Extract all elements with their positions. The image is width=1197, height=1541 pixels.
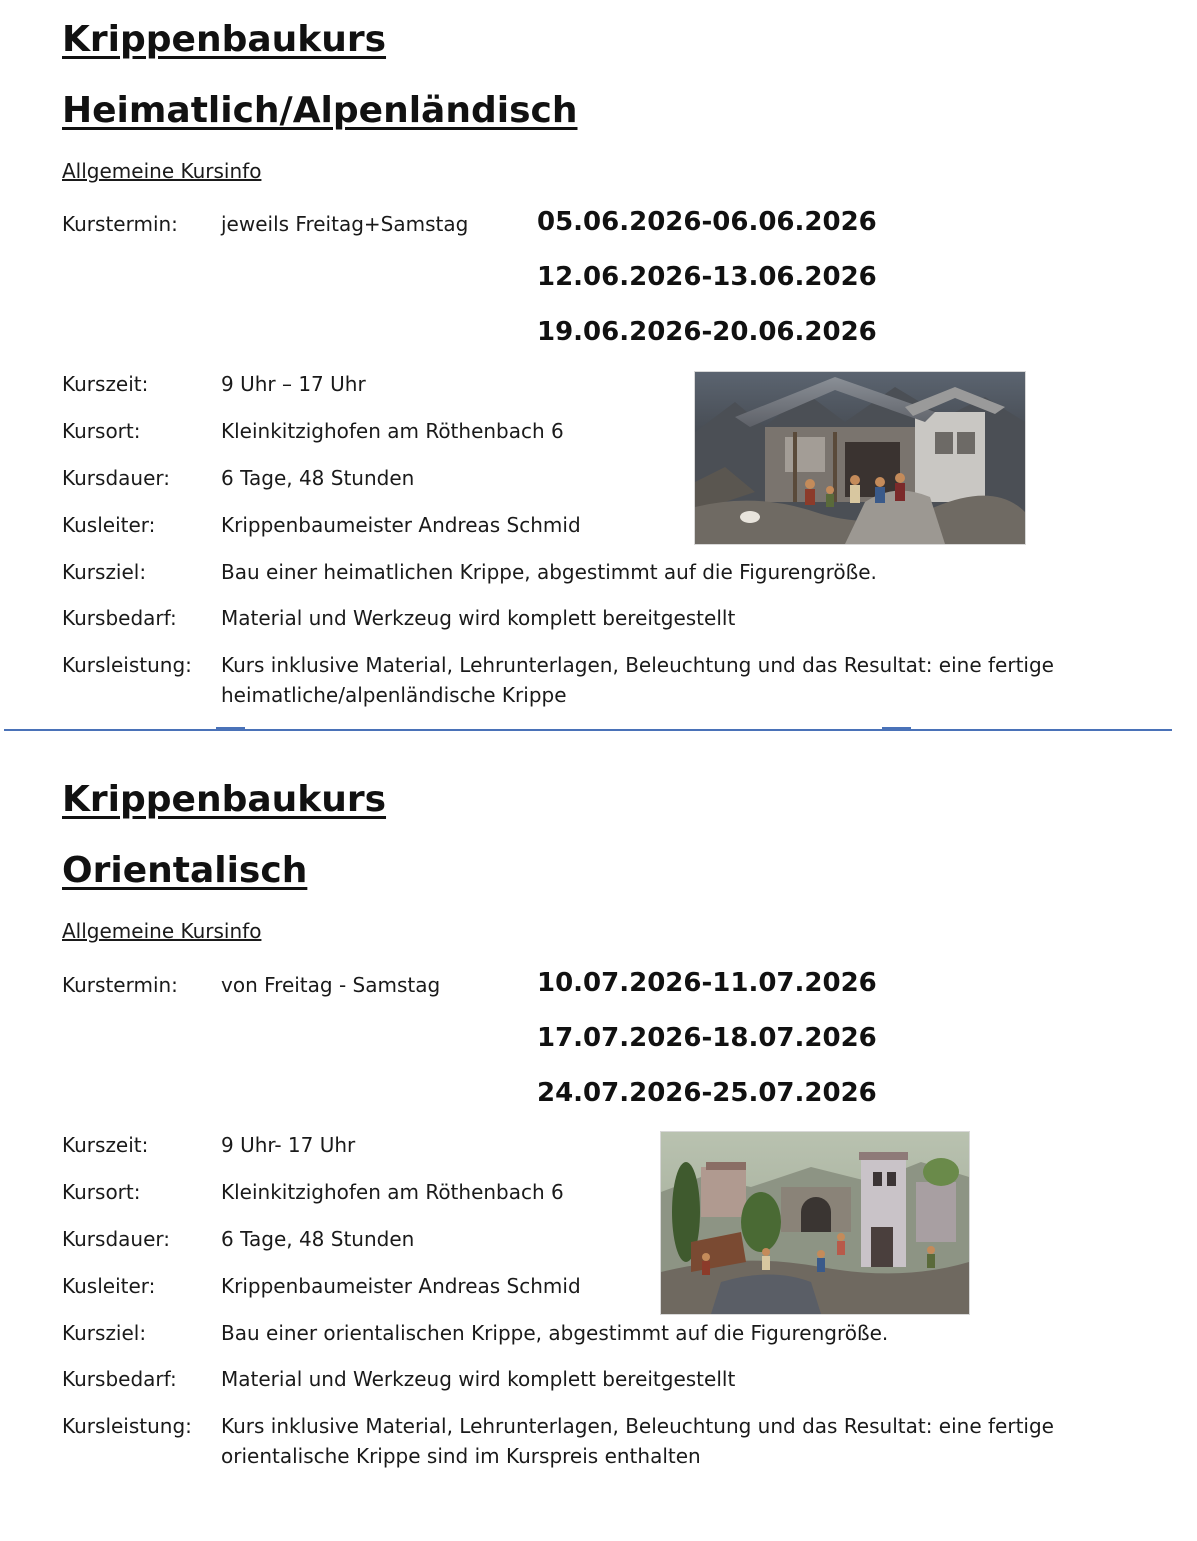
section2-subtitle: Orientalisch [62,850,308,891]
section2-date-3: 24.07.2026-25.07.2026 [537,1078,877,1108]
divider-marker-left [216,727,245,730]
section2-kursleistung-label: Kursleistung: [62,1414,192,1438]
section2-date-1: 10.07.2026-11.07.2026 [537,968,877,998]
section1-date-3: 19.06.2026-20.06.2026 [537,317,877,347]
section2-kursleiter-value: Krippenbaumeister Andreas Schmid [221,1274,581,1298]
section1-kursleistung-label: Kursleistung: [62,653,192,677]
section1-kursleiter-value: Krippenbaumeister Andreas Schmid [221,513,581,537]
section2-kursbedarf-label: Kursbedarf: [62,1367,177,1391]
section2-termin-label: Kurstermin: [62,973,178,997]
oriental-nativity-photo [660,1131,970,1315]
section1-kursdauer-value: 6 Tage, 48 Stunden [221,466,415,490]
section1-title: Krippenbaukurs [62,19,387,60]
section1-termin-label: Kurstermin: [62,212,178,236]
section2-kursort-label: Kursort: [62,1180,141,1204]
section1-kurszeit-value: 9 Uhr – 17 Uhr [221,372,366,396]
section1-kursbedarf-value: Material und Werkzeug wird komplett bereitgestellt [221,606,736,630]
section2-kursbedarf-value: Material und Werkzeug wird komplett bereitgestellt [221,1367,736,1391]
section2-kurszeit-value: 9 Uhr- 17 Uhr [221,1133,356,1157]
section1-termin-text: jeweils Freitag+Samstag [221,212,469,236]
section2-kursdauer-value: 6 Tage, 48 Stunden [221,1227,415,1251]
section2-kursinfo-heading: Allgemeine Kursinfo [62,919,262,943]
section2-kursleiter-label: Kusleiter: [62,1274,156,1298]
divider-marker-right [882,727,911,730]
section1-kursort-label: Kursort: [62,419,141,443]
section1-kursbedarf-label: Kursbedarf: [62,606,177,630]
section1-kursort-value: Kleinkitzighofen am Röthenbach 6 [221,419,564,443]
section1-kurszeit-label: Kurszeit: [62,372,149,396]
section-divider [4,729,1172,731]
section2-kurszeit-label: Kurszeit: [62,1133,149,1157]
alpine-nativity-photo [694,371,1026,545]
section2-kursleistung-value: Kurs inklusive Material, Lehrunterlagen, Beleuchtung und das Resultat: eine fertige orientalische Krippe sind im Kurspreis enthalten [221,1414,1054,1468]
section2-kursziel-value: Bau einer orientalischen Krippe, abgestimmt auf die Figurengröße. [221,1321,889,1345]
section2-date-2: 17.07.2026-18.07.2026 [537,1023,877,1053]
section1-date-2: 12.06.2026-13.06.2026 [537,262,877,292]
section1-subtitle: Heimatlich/Alpenländisch [62,90,578,131]
section2-kursort-value: Kleinkitzighofen am Röthenbach 6 [221,1180,564,1204]
section1-kursdauer-label: Kursdauer: [62,466,170,490]
section1-kursleistung-value: Kurs inklusive Material, Lehrunterlagen, Beleuchtung und das Resultat: eine fertige heimatliche/alpenländische Krippe [221,653,1054,707]
section2-kursdauer-label: Kursdauer: [62,1227,170,1251]
section1-date-1: 05.06.2026-06.06.2026 [537,207,877,237]
section2-kursziel-label: Kursziel: [62,1321,147,1345]
section2-title: Krippenbaukurs [62,779,387,820]
section2-termin-text: von Freitag - Samstag [221,973,441,997]
section1-kursleiter-label: Kusleiter: [62,513,156,537]
section1-kursziel-value: Bau einer heimatlichen Krippe, abgestimmt auf die Figurengröße. [221,560,877,584]
section1-kursziel-label: Kursziel: [62,560,147,584]
section1-kursinfo-heading: Allgemeine Kursinfo [62,159,262,183]
